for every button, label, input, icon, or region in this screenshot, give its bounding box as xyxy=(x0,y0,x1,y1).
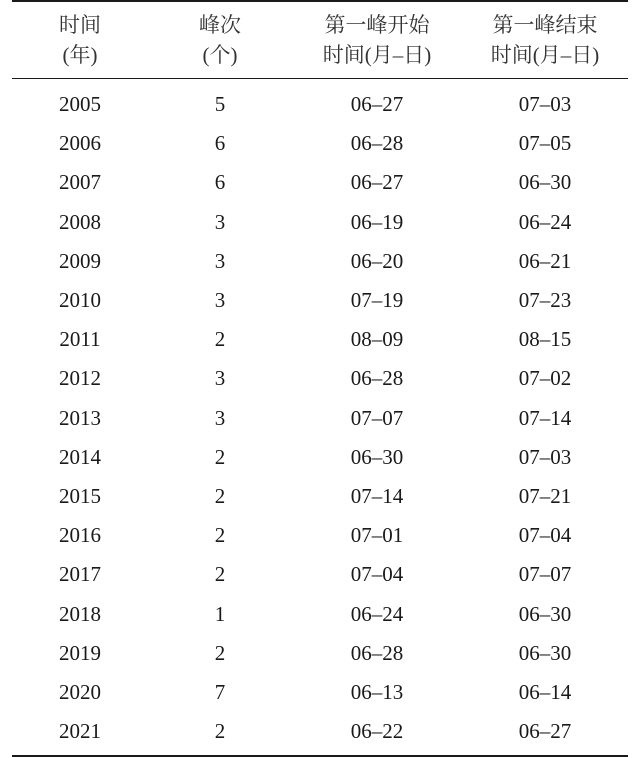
cell-year: 2018 xyxy=(59,601,101,626)
cell-first-peak-end: 07–21 xyxy=(518,483,572,508)
cell-peak-count: 2 xyxy=(214,523,226,548)
cell-year: 2009 xyxy=(59,248,101,273)
cell-peak-count: 3 xyxy=(214,248,226,273)
header-year-line2: (年) xyxy=(62,43,98,67)
cell-first-peak-start: 07–19 xyxy=(350,288,404,313)
table-row xyxy=(12,359,628,398)
cell-first-peak-start: 06–22 xyxy=(350,719,404,744)
table-row xyxy=(12,242,628,281)
table-row xyxy=(12,281,628,320)
cell-peak-count: 3 xyxy=(214,288,226,313)
header-peak-count xyxy=(148,1,292,79)
cell-peak-count: 6 xyxy=(214,170,226,195)
cell-year: 2010 xyxy=(59,288,101,313)
table-row xyxy=(12,399,628,438)
data-table-container xyxy=(12,0,628,757)
cell-first-peak-end: 07–07 xyxy=(518,562,572,587)
cell-peak-count: 3 xyxy=(214,366,226,391)
table-row xyxy=(12,516,628,555)
cell-first-peak-end: 08–15 xyxy=(518,327,572,352)
cell-year: 2014 xyxy=(59,444,101,469)
cell-first-peak-start: 06–13 xyxy=(350,679,404,704)
header-first-peak-end-line1: 第一峰结束 xyxy=(492,13,598,37)
cell-first-peak-start: 06–28 xyxy=(350,640,404,665)
cell-first-peak-start: 06–28 xyxy=(350,366,404,391)
cell-peak-count: 3 xyxy=(214,209,226,234)
cell-year: 2005 xyxy=(59,92,101,117)
cell-year: 2012 xyxy=(59,366,101,391)
table-row xyxy=(12,203,628,242)
table-body xyxy=(12,79,628,757)
cell-first-peak-end: 07–05 xyxy=(518,131,572,156)
header-first-peak-end-line2: 时间(月–日) xyxy=(490,43,600,67)
table-row xyxy=(12,673,628,712)
cell-first-peak-start: 06–27 xyxy=(350,170,404,195)
cell-first-peak-start: 08–09 xyxy=(350,327,404,352)
table-row xyxy=(12,320,628,359)
table-row xyxy=(12,163,628,202)
cell-first-peak-end: 07–03 xyxy=(518,444,572,469)
cell-first-peak-end: 07–02 xyxy=(518,366,572,391)
cell-peak-count: 2 xyxy=(214,483,226,508)
cell-first-peak-end: 06–24 xyxy=(518,209,572,234)
cell-first-peak-start: 07–04 xyxy=(350,562,404,587)
cell-first-peak-end: 07–04 xyxy=(518,523,572,548)
table-header xyxy=(12,1,628,79)
cell-peak-count: 2 xyxy=(214,327,226,352)
header-year-line1: 时间 xyxy=(59,13,101,37)
cell-first-peak-start: 06–27 xyxy=(350,92,404,117)
cell-first-peak-start: 07–14 xyxy=(350,483,404,508)
cell-first-peak-end: 06–30 xyxy=(518,640,572,665)
cell-first-peak-end: 07–03 xyxy=(518,92,572,117)
header-year xyxy=(12,1,148,79)
cell-peak-count: 1 xyxy=(214,601,226,626)
cell-year: 2013 xyxy=(59,405,101,430)
cell-first-peak-start: 06–24 xyxy=(350,601,404,626)
cell-first-peak-end: 06–14 xyxy=(518,679,572,704)
header-peak-count-line2: (个) xyxy=(202,43,238,67)
cell-year: 2006 xyxy=(59,131,101,156)
cell-peak-count: 5 xyxy=(214,92,226,117)
header-first-peak-start-line2: 时间(月–日) xyxy=(322,43,432,67)
cell-peak-count: 6 xyxy=(214,131,226,156)
header-first-peak-start xyxy=(292,1,462,79)
table-row xyxy=(12,555,628,594)
header-first-peak-start-line1: 第一峰开始 xyxy=(324,13,430,37)
cell-first-peak-start: 07–07 xyxy=(350,405,404,430)
cell-peak-count: 2 xyxy=(214,444,226,469)
table-row xyxy=(12,477,628,516)
cell-year: 2020 xyxy=(59,679,101,704)
cell-first-peak-start: 06–20 xyxy=(350,248,404,273)
cell-year: 2017 xyxy=(59,562,101,587)
table-row xyxy=(12,438,628,477)
table-row xyxy=(12,594,628,633)
cell-first-peak-start: 06–28 xyxy=(350,131,404,156)
cell-first-peak-end: 06–27 xyxy=(518,719,572,744)
data-table xyxy=(12,0,628,757)
cell-first-peak-end: 06–30 xyxy=(518,601,572,626)
cell-year: 2011 xyxy=(59,327,101,352)
cell-peak-count: 2 xyxy=(214,640,226,665)
cell-first-peak-end: 07–14 xyxy=(518,405,572,430)
table-row xyxy=(12,124,628,163)
cell-peak-count: 2 xyxy=(214,719,226,744)
cell-year: 2015 xyxy=(59,483,101,508)
cell-year: 2008 xyxy=(59,209,101,234)
cell-first-peak-end: 06–21 xyxy=(518,248,572,273)
cell-peak-count: 3 xyxy=(214,405,226,430)
header-row xyxy=(12,1,628,79)
cell-first-peak-start: 06–30 xyxy=(350,444,404,469)
cell-year: 2016 xyxy=(59,523,101,548)
cell-peak-count: 2 xyxy=(214,562,226,587)
table-row xyxy=(12,634,628,673)
cell-year: 2021 xyxy=(59,719,101,744)
header-first-peak-end xyxy=(462,1,628,79)
cell-first-peak-start: 06–19 xyxy=(350,209,404,234)
header-peak-count-line1: 峰次 xyxy=(199,13,241,37)
cell-first-peak-end: 06–30 xyxy=(518,170,572,195)
table-row xyxy=(12,79,628,125)
cell-first-peak-end: 07–23 xyxy=(518,288,572,313)
cell-year: 2019 xyxy=(59,640,101,665)
table-row xyxy=(12,712,628,756)
cell-peak-count: 7 xyxy=(214,679,226,704)
cell-first-peak-start: 07–01 xyxy=(350,523,404,548)
cell-year: 2007 xyxy=(59,170,101,195)
